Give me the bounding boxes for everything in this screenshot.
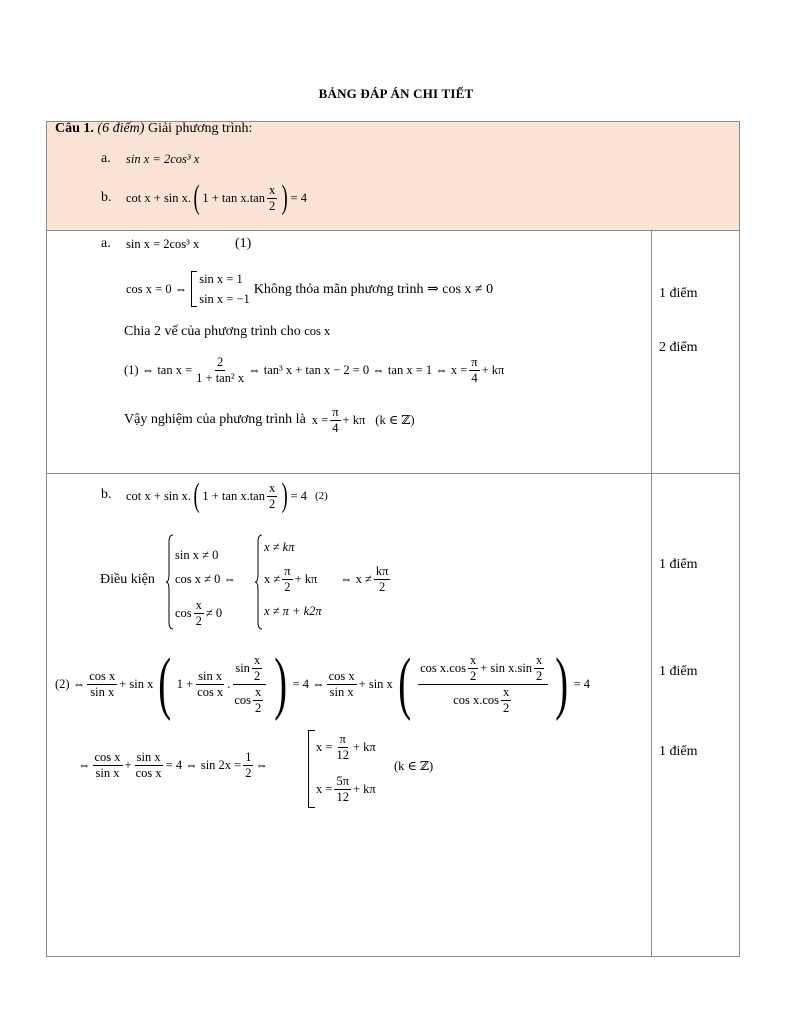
step-1: (2) ⇔ $\frac{\text{cos x}}{\text{sin x}}$ + sin x ( 1 + $\frac{\text{sin x}}{\text{cos x}}$ . sin $\frac{x}{2}$ cos $\frac{x}{2}$ ) = 4 ⇔ $\frac{\text{cos x}}{\text{sin x}}$ + sin x ( cos x.cos $\frac{x}{2}$ + sin x.sin $\frac{x}{2}$ cos x.cos $\frac{x}{2}$ ) = 4 xyxy=(55,645,591,722)
question-a-expr: sin x = 2cos³ x xyxy=(126,152,200,166)
question-points: (6 điểm) xyxy=(97,121,145,136)
solution-2: x = $\frac{5\pi}{12}$ + kπ xyxy=(316,773,376,804)
step-2: ⇔ $\frac{\text{cos x}}{\text{sin x}}$ + $\frac{\text{sin x}}{\text{cos x}}$ = 4 ⇔ sin 2x = $\frac{1}{2}$ ⇔ xyxy=(78,749,268,780)
question-a-label: a. xyxy=(101,151,111,166)
cond-row-1: sin x ≠ 0 xyxy=(175,548,219,562)
answer-b-score-cell xyxy=(652,474,740,957)
answer-a-eq: sin x = 2cos³ x xyxy=(126,237,200,251)
question-label: Câu 1. xyxy=(55,121,94,136)
res-row-3: x ≠ π + k2π xyxy=(264,604,322,618)
solution-bracket xyxy=(308,730,315,808)
cond-row-3: cos $\frac{x}{2}$ ≠ 0 xyxy=(175,597,223,628)
condition-label: Điều kiện xyxy=(100,572,155,587)
answer-a-divide: Chia 2 vế của phương trình cho cos x xyxy=(124,324,331,339)
res-row-2: x ≠ $\frac{\pi}{2}$ + kπ xyxy=(264,563,318,594)
answer-b-score-3: 1 điểm xyxy=(659,744,698,759)
question-b-label: b. xyxy=(101,190,112,205)
cond-row-2: cos x ≠ 0 ⇔ xyxy=(175,572,237,586)
condition-brace-left xyxy=(166,534,174,630)
solution-k: (k ∈ ℤ) xyxy=(394,759,434,773)
answer-a-score-2: 2 điểm xyxy=(659,340,698,355)
answer-b-score-1: 1 điểm xyxy=(659,557,698,572)
res-row-1: x ≠ kπ xyxy=(264,540,295,554)
page-title: BẢNG ĐÁP ÁN CHI TIẾT xyxy=(318,86,474,101)
solution-1: x = $\frac{\pi}{12}$ + kπ xyxy=(316,731,376,762)
answer-b-score-2: 1 điểm xyxy=(659,664,698,679)
question-prompt: Giải phương trình: xyxy=(147,121,253,136)
question-header xyxy=(55,121,252,137)
final-condition: ⇔ x ≠ $\frac{k\pi}{2}$ xyxy=(340,563,389,594)
answer-b-label: b. xyxy=(101,487,112,502)
answer-a-tag: (1) xyxy=(235,236,252,251)
question-b-expr: cot x + sin x. ( 1 + tan x.tan $\frac{x}{2}$ ) = 4 xyxy=(126,179,307,216)
answer-a-cos-case: cos x = 0 ⇔ sin x = 1 sin x = −1 Không thỏa mãn phương trình ⇒ cos x ≠ 0 xyxy=(126,272,494,306)
answer-b-eq: cot x + sin x. ( 1 + tan x.tan $\frac{x}{2}$ ) = 4 (2) xyxy=(126,477,328,514)
answer-a-score-1: 1 điểm xyxy=(659,286,698,301)
result-brace-left xyxy=(255,534,263,630)
answer-a-label: a. xyxy=(101,236,111,251)
answer-a-transform: (1) ⇔ tan x = $\frac{2}{\text{1 + tan² x}}$ ⇔ tan³ x + tan x − 2 = 0 ⇔ tan x = 1 ⇔ x = $\frac{\pi}{4}$ + kπ xyxy=(124,354,505,385)
answer-a-conclusion: Vậy nghiệm của phương trình là x = $\frac{\pi}{4}$ + kπ (k ∈ ℤ) xyxy=(124,404,415,435)
